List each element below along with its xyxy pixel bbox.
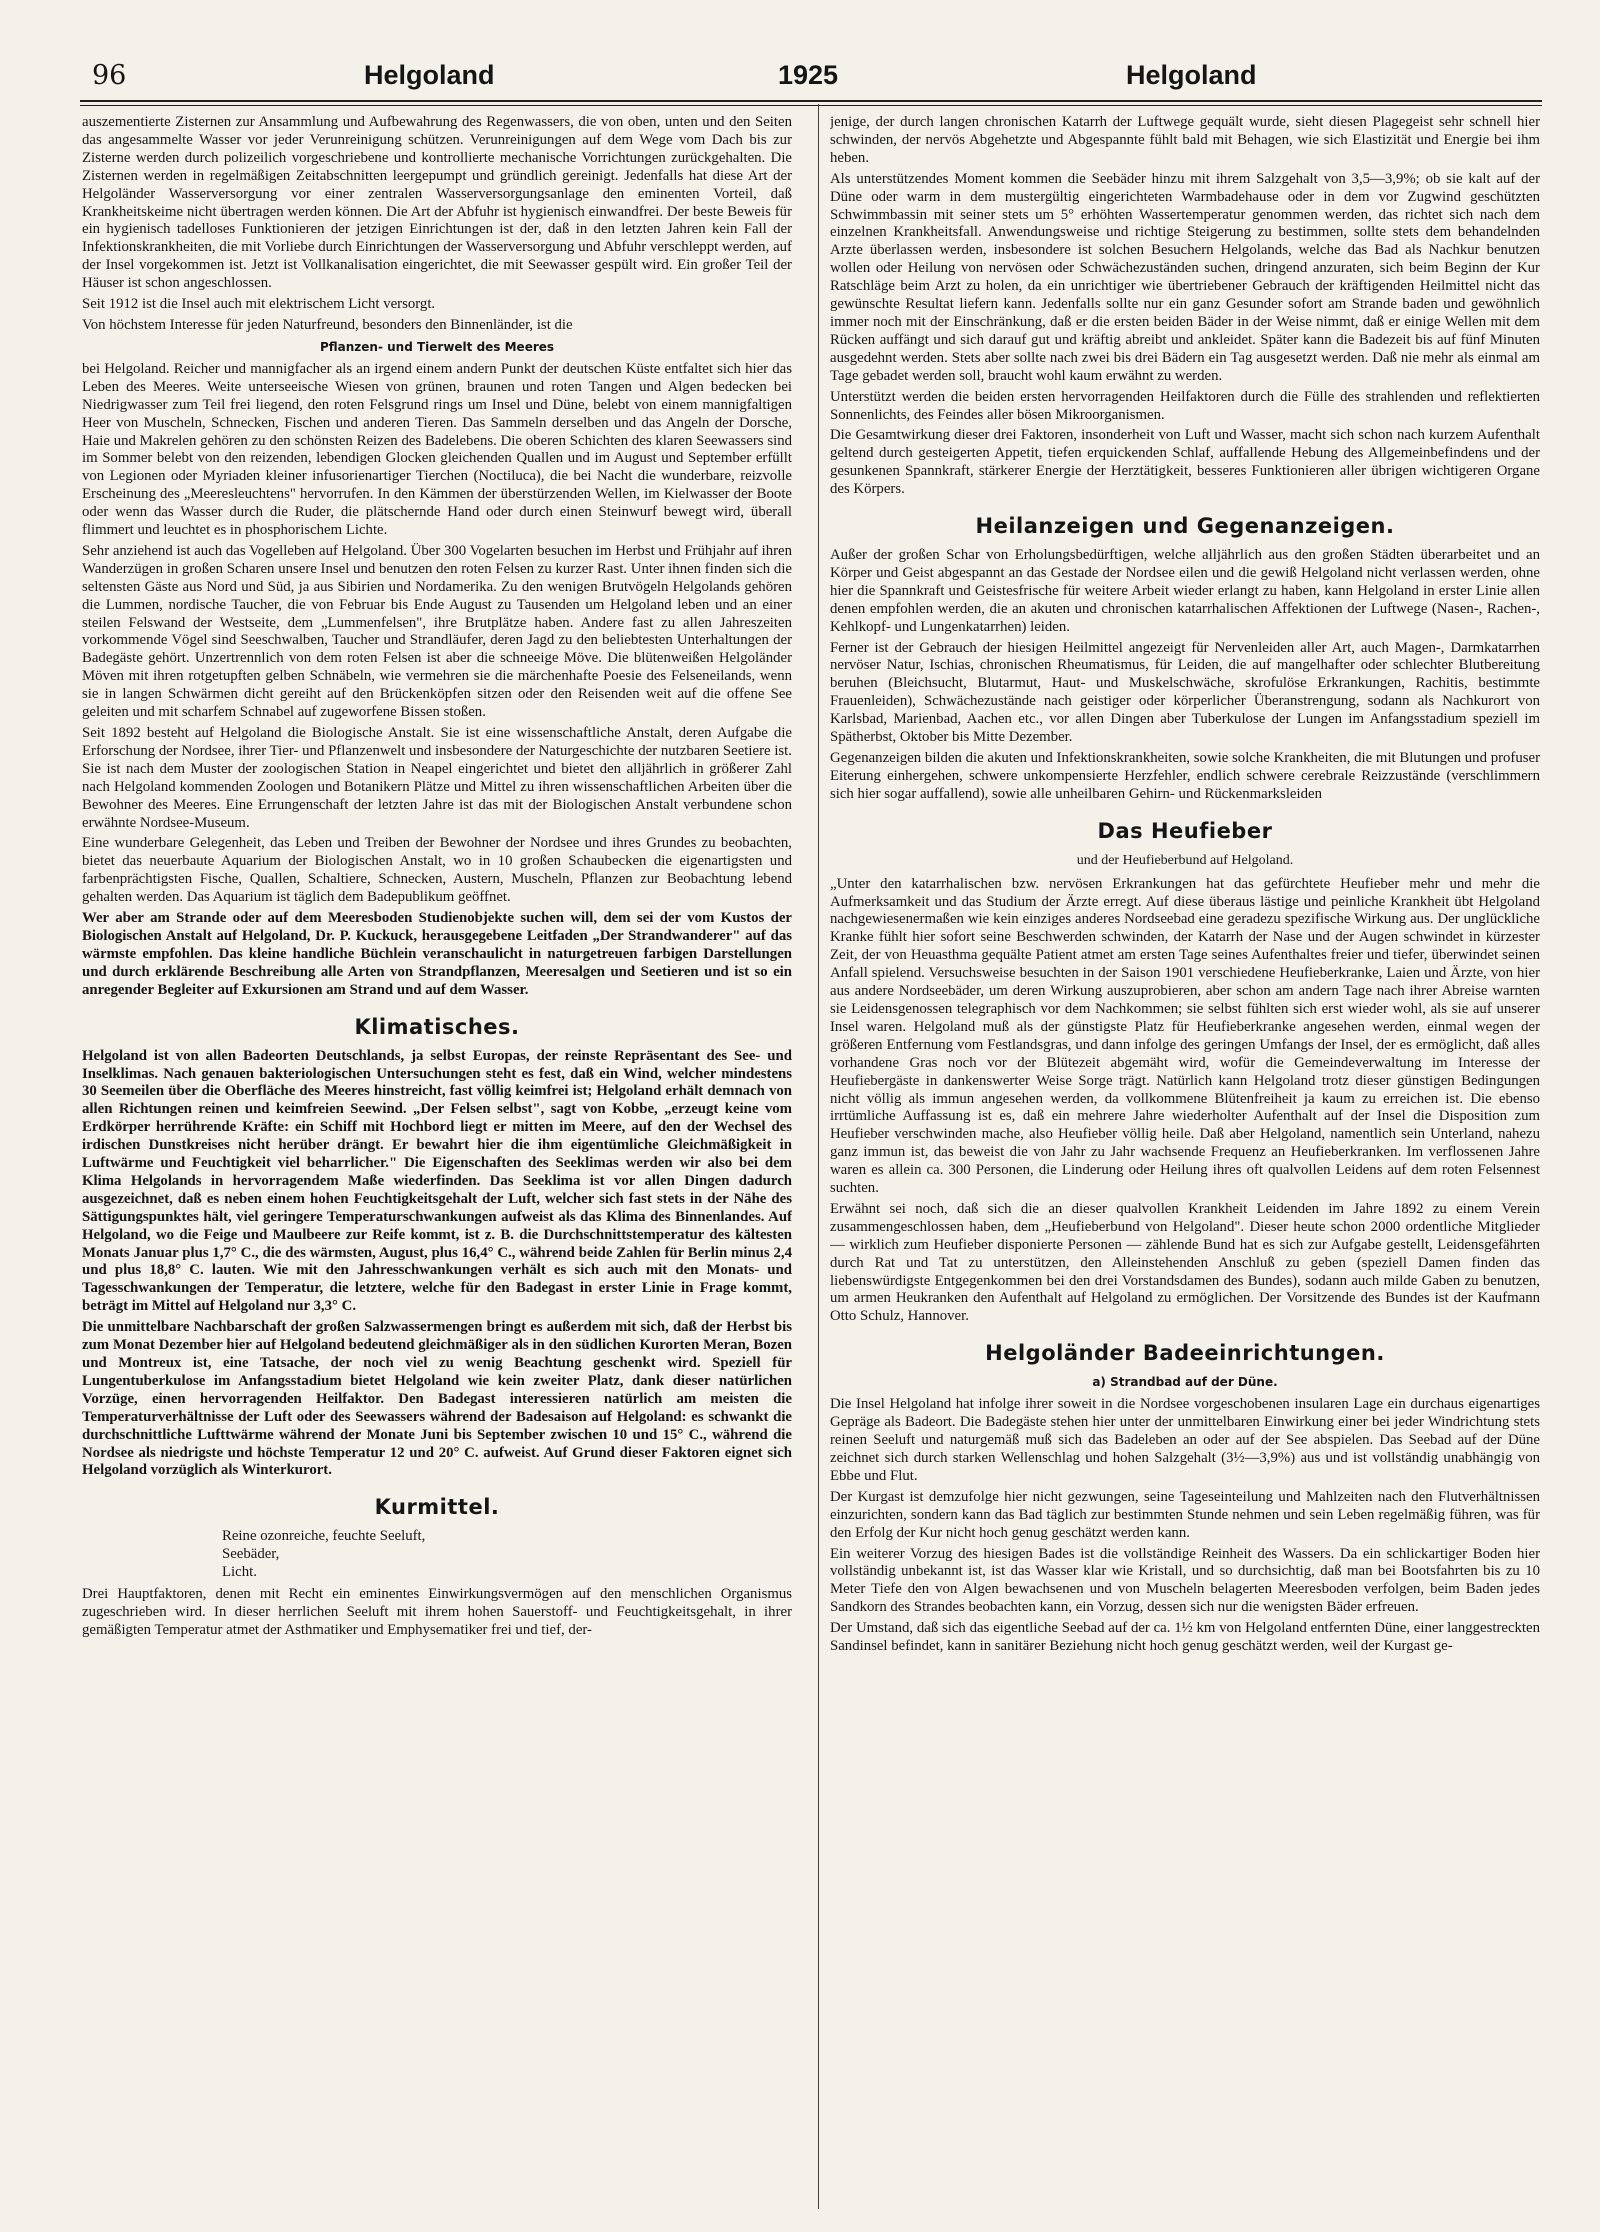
paragraph: Sehr anziehend ist auch das Vogelleben auf Helgoland. Über 300 Vogelarten besuchen im Herbst und Frühjahr auf ihren Wanderzügen in großen Scharen unsere Insel und benutzen den roten Felsen zu kurzer Rast. Unter ihnen finden sich die seltensten Gäste aus Nord und Süd, ja aus Sibirien und Nordamerika. Zu den wenigen Brutvögeln Helgolands gehören die Lummen, nordische Taucher, die von Februar bis Ende August zu Tausenden um Helgoland leben und an einer steilen Felswand der Westseite, dem „Lummenfelsen", ihre Brutplätze haben. Andere fast zu allen Jahreszeiten vorkommende Vögel sind Seeschwalben, Taucher und Strandläufer, deren Jagd zu den beliebtesten Unterhaltungen der Badegäste gehört. Unzertrennlich von dem roten Felsen ist aber die schneeige Möve. Die blütenweißen Helgoländer Möven mit ihren rotgetupften gelben Schnäbeln, wie vermehren sie die märchenhafte Poesie des Felseneilands, wenn sie in langen Schwärmen dicht gereiht auf den Brückenköpfen sitzen oder den Reisenden weit auf die offene See geleiten und mit scharfem Schnabel auf zugeworfene Bissen stoßen. <box>82 542 792 721</box>
header-rule <box>80 100 1542 102</box>
paragraph: Ein weiterer Vorzug des hiesigen Bades ist die vollständige Reinheit des Wassers. Da ein schlickartiger Boden hier vollständig unbekannt ist, ist das Wasser klar wie Kristall, und so durchsichtig, daß man bei Bootsfahrten bis zu 10 Meter Tiefe den von Algen bewachsenen und von Muscheln belagerten Meeresboden verfolgen, beim Baden jedes Sandkorn des Strandes beobachten kann, ein Vorzug, dessen sich nur die wenigsten Bäder erfreuen. <box>830 1545 1540 1616</box>
header-right-title: Helgoland <box>1126 60 1257 90</box>
kur-list-item: Reine ozonreiche, feuchte Seeluft, <box>222 1528 426 1545</box>
column-divider <box>818 104 819 2209</box>
paragraph: Seit 1892 besteht auf Helgoland die Biologische Anstalt. Sie ist eine wissenschaftliche Anstalt, deren Aufgabe die Erforschung der Nordsee, ihrer Tier- und Pflanzenwelt und insbesondere der Naturgeschichte der nutzbaren Seetiere ist. Sie ist nach dem Muster der zoologischen Station in Neapel eingerichtet und bietet den alljährlich in größerer Zahl nach Helgoland kommenden Zoologen und Botanikern Plätze und Mittel zu ihren wissenschaftlichen Arbeiten über die Bewohner des Meeres. Eine Errungenschaft der letzten Jahre ist das mit der Biologischen Anstalt verbundene schon erwähnte Nordsee-Museum. <box>82 725 792 831</box>
section-subheading-strandbad: a) Strandbad auf der Düne. <box>1092 1375 1278 1390</box>
paragraph: auszementierte Zisternen zur Ansammlung und Aufbewahrung des Regenwassers, die von oben, unten und den Seiten das angesammelte Wasser vor jeder Verunreinigung schützen. Verunreinigungen auf dem Wege vom Dach bis zur Zisterne werden durch polizeilich vorgeschriebene und kontrollierte mechanische Vorrichtungen zurückgehalten. Die Zisternen werden in regelmäßigen Zeitabschnitten leergepumpt und gründlich gereinigt. Jedenfalls hat diese Art der Helgoländer Wasserversorgung vor einer zentralen Wasserversorgungsanlage den eminenten Vorteil, daß Krankheitskeime nicht übertragen werden können. Die Art der Abfuhr ist hygienisch einwandfrei. Der beste Beweis für ein hygienisch tadelloses Funktionieren der jetzigen Einrichtungen ist der, daß in den letzten Jahren kein Fall der Infektionskrankheiten, die mit Vorliebe durch Einrichtungen der Wasserversorgung und Abfuhr verschleppt werden, auf der Insel vorgekommen ist. Jetzt ist Vollkanalisation eingerichtet, die mit Seewasser gespült wird. Ein großer Teil der Häuser ist schon angeschlossen. <box>82 114 792 292</box>
paragraph: Die unmittelbare Nachbarschaft der großen Salzwassermengen bringt es außerdem mit sich, daß der Herbst bis zum Monat Dezember hier auf Helgoland bedeutend gleichmäßiger als in den südlichen Kurorten Meran, Bozen und Montreux ist, eine Tatsache, der noch viel zu wenig Beachtung geschenkt wird. Speziell für Lungentuberkulose im Anfangsstadium bietet Helgoland wie kein zweiter Platz, dank dieser natürlichen Vorzüge, einen hervorragenden Heilfaktor. Den Badegast interessieren natürlich am meisten die Temperaturverhältnisse der Luft oder des Seewassers während der Badesaison auf Helgoland: es schwankt die durchschnittliche Lufttwärme während der Monate Juni bis September zwischen 10 und 15° C., während die Nordsee als niedrigste und höchste Temperatur 12 und 20° C. aufweist. Auf Grund dieser Faktoren eignet sich Helgoland vorzüglich als Winterkurort. <box>82 1319 792 1479</box>
kur-list-item: Licht. <box>222 1564 257 1581</box>
section-heading-kurmittel: Kurmittel. <box>374 1495 500 1520</box>
paragraph: „Unter den katarrhalischen bzw. nervösen Erkrankungen hat das gefürchtete Heufieber mehr und mehr die Aufmerksamkeit und das Studium der Ärzte erregt. Auf diese überaus lästige und peinliche Krankheit übt Helgoland nachgewiesenermaßen wie kein einziges anderes Nordseebad eine geradezu spezifische Wirkung aus. Der unglückliche Kranke fühlt hier sofort seine Beschwerden schwinden, der Katarrh der Nase und der Augen schwindet in kürzester Zeit, der von Heuasthma gequälte Patient atmet am ersten Tage seines Aufenthaltes freier und tiefer, überwindet seinen Anfall spielend. Versuchsweise besuchten in der Saison 1901 verschiedene Heufieberkranke, Laien und Ärzte, von hier aus andere Nordseebäder, um deren Wirkung auszuprobieren, aber schon am andern Tage nach ihrer Abreise warnten sie Leidensgenossen telegraphisch vor dem Nachkommen; sie selbst fühlten sich erst wieder wohl, als sie auf unserer Insel waren. Helgoland muß als der günstigste Platz für Heufieberkranke angesehen werden, einmal wegen der größeren Entfernung vom Festlandsgras, und dann infolge des geringen Umfangs der Insel, der es ermöglicht, daß alles vorhandene Gras noch vor der Blütezeit abgemäht wird, wofür die Gemeindeverwaltung im Interesse der Heufiebergäste in dankenswerter Weise Sorge trägt. Natürlich kann Helgoland trotz dieser günstigen Bedingungen nicht völlig als immun angesehen werden, da vollkommene Blütenfreiheit ja kaum zu erreichen ist. Die ebenso irrtümliche Auffassung ist es, daß ein mehrere Jahre wiederholter Aufenthalt auf der Insel die Disposition zum Heufieber verschwinden mache, also Heufieber völlig heile. Daß aber Helgoland, namentlich sein Unterland, nahezu ganz immun ist, das beweist die von Jahr zu Jahr wachsende Frequenz an Heufieberkranken. Im verflossenen Jahre waren es allein ca. 300 Personen, die Linderung oder Heilung ihres oft qualvollen Leidens auf dem roten Felsennest suchten. <box>830 875 1540 1197</box>
left-column <box>82 114 792 2209</box>
paragraph: Von höchstem Interesse für jeden Naturfreund, besonders den Binnenländer, ist die <box>82 316 573 333</box>
paragraph: Die Gesamtwirkung dieser drei Faktoren, insonderheit von Luft und Wasser, macht sich schon nach kurzem Aufenthalt geltend durch gesteigerten Appetit, tiefen erquickenden Schlaf, auffallende Hebung des Allgemeinbefindens und der gesunkenen Spannkraft, stärkerer Energie der Herztätigkeit, besseres Funktionieren aller übrigen wichtigeren Organe des Körpers. <box>830 427 1540 498</box>
section-subheading-heufieber: und der Heufieberbund auf Helgoland. <box>1076 852 1294 868</box>
section-heading-pflanzen: Pflanzen- und Tierwelt des Meeres <box>319 339 555 354</box>
paragraph: Der Kurgast ist demzufolge hier nicht gezwungen, seine Tageseinteilung und Mahlzeiten nach den Flutverhältnissen einzurichten, sondern kann das Bad täglich zur bestimmten Stunde nehmen und sein Leben regelmäßig führen, was für den Erfolg der Kur nicht hoch genug geschätzt werden kann. <box>830 1488 1540 1541</box>
paragraph: Außer der großen Schar von Erholungsbedürftigen, welche alljährlich aus den großen Städten überarbeitet und an Körper und Geist abgespannt an das Gestade der Nordsee eilen und die gewiß Helgoland nicht verlassen werden, ohne hier die Spannkraft und Geistesfrische für weitere Arbeit wieder erlangt zu haben, kann Helgoland in erster Linie allen denen empfohlen werden, die an akuten und chronischen katarrhalischen Affektionen der Luftwege (Nasen-, Rachen-, Kehlkopf- und Lungenkatarrhen) leiden. <box>830 547 1540 635</box>
paragraph: Unterstützt werden die beiden ersten hervorragenden Heilfaktoren durch die Fülle des strahlenden und reflektierten Sonnenlichts, des Feindes aller bösen Mikroorganismen. <box>830 388 1540 423</box>
kur-list-item: Seebäder, <box>222 1546 280 1563</box>
paragraph: jenige, der durch langen chronischen Katarrh der Luftwege gequält wurde, sieht diesen Plagegeist sehr schnell hier schwinden, der nervös Abgehetzte und Abgespannte fühlt bald mit Behagen, wie sich Elastizität und Energie bei ihm heben. <box>830 114 1540 166</box>
paragraph: Drei Hauptfaktoren, denen mit Recht ein eminentes Einwirkungsvermögen auf den menschlichen Organismus zugeschrieben wird. In dieser herrlichen Seeluft mit ihrem hohen Sauerstoff- und Feuchtigkeitsgehalt, in ihrer gemäßigten Temperatur atmet der Asthmatiker und Emphysematiker frei und tief, der- <box>82 1586 792 1638</box>
section-heading-heilanzeigen: Heilanzeigen und Gegenanzeigen. <box>975 514 1395 539</box>
section-heading-klima: Klimatisches. <box>354 1014 520 1039</box>
paragraph: Seit 1912 ist die Insel auch mit elektrischem Licht versorgt. <box>82 296 436 313</box>
header-left-title: Helgoland <box>364 60 495 90</box>
paragraph: Der Umstand, daß sich das eigentliche Seebad auf der ca. 1½ km von Helgoland entfernten Düne, einer langgestreckten Sandinsel befindet, kann in sanitärer Beziehung nicht hoch genug geschätzt werden, weil der Kurgast ge- <box>830 1620 1540 1655</box>
paragraph: bei Helgoland. Reicher und mannigfacher als an irgend einem andern Punkt der deutschen Küste entfaltet sich hier das Leben des Meeres. Weite unterseeische Wiesen von grünen, braunen und roten Tangen und Algen bedecken bei Niedrigwasser zum Teil frei liegend, den roten Felsgrund rings um Insel und Düne, belebt von einem mannigfaltigen Heer von Muscheln, Schnecken, Fischen und anderen Tieren. Das Sammeln derselben und das Angeln der Dorsche, Haie und Makrelen gehören zu den schönsten Reizen des Badelebens. Die oberen Schichten des klaren Seewassers sind im Sommer belebt von den reizenden, lebendigen Glocken gleichenden Quallen und im August und September erfüllt von Legionen oder Myriaden kleiner infusorienartiger Tierchen (Noctiluca), die bei Nacht die wunderbare, reizvolle Erscheinung des „Meeresleuchtens" hervorrufen. In den Kämmen der überstürzenden Wellen, im Kielwasser der Boote oder wenn das Wasser durch die Ruder, die plätschernde Hand oder durch einen Steinwurf bewegt wird, überall flimmert und leuchtet es in phosphorischem Lichte. <box>82 360 792 539</box>
paragraph: Wer aber am Strande oder auf dem Meeresboden Studienobjekte suchen will, dem sei der vom Kustos der Biologischen Anstalt auf Helgoland, Dr. P. Kuckuck, herausgegebene Leitfaden „Der Strandwanderer" auf das wärmste empfohlen. Das kleine handliche Büchlein veranschaulicht in naturgetreuen farbigen Darstellungen und durch erklärende Beschreibung alle Arten von Strandpflanzen, Meeresalgen und Seetieren und ist so ein anregender Begleiter auf Exkursionen am Strand und auf dem Wasser. <box>82 910 792 998</box>
paragraph: Ferner ist der Gebrauch der hiesigen Heilmittel angezeigt für Nervenleiden aller Art, auch Magen-, Darmkatarrhen nervöser Natur, Ischias, chronischen Rheumatismus, für Leiden, die auf mangelhafter oder schlechter Blutbereitung beruhen (Bleichsucht, Blutarmut, Haut- und Muskelschwäche, skrofulöse Erkrankungen, Rachitis, bestimmte Frauenleiden), Schwächezustände nach geistiger oder körperlicher Überanstrengung, sodann als Nachkurort von Karlsbad, Marienbad, Aachen etc., vor allen Dingen aber Tuberkulose der Lungen im Anfangsstadium speziell im Spätherbst, Oktober bis Mitte Dezember. <box>830 639 1540 746</box>
header-rule-thin <box>80 105 1542 106</box>
paragraph: Eine wunderbare Gelegenheit, das Leben und Treiben der Bewohner der Nordsee und ihres Grundes zu beobachten, bietet das neuerbaute Aquarium der Biologischen Anstalt, wo in 10 großen Schaubecken die eigenartigsten und farbenprächtigsten Fische, Quallen, Schaltiere, Schnecken, Austern, Muscheln, Pflanzen zur Beobachtung lebend gehalten werden. Das Aquarium ist täglich dem Badepublikum geöffnet. <box>82 835 792 906</box>
section-heading-badeeinrichtungen: Helgoländer Badeeinrichtungen. <box>985 1341 1385 1366</box>
paragraph: Helgoland ist von allen Badeorten Deutschlands, ja selbst Europas, der reinste Repräsentant des See- und Inselklimas. Nach genauen bakteriologischen Untersuchungen steht es fest, daß ein Wind, welcher mindestens 30 Seemeilen über die Oberfläche des Meeres hinstreicht, fast völlig keimfrei ist; Helgoland erhält demnach von allen Richtungen reinen und keimfreien Seewind. „Der Felsen selbst", sagt von Kobbe, „erzeugt keine vom Erdkörper herrührende Kräfte: ein Schiff mit Hochbord liegt er mitten im Meere, auf den der Wechsel des irdischen Dunstkreises nicht herüber drängt. Er bewahrt hier die ihm eigentümliche Gleichmäßigkeit in Luftwärme und Feuchtigkeit viel beharrlicher." Die Eigenschaften des Seeklimas werden wir also bei dem Klima Helgolands in hervorragendem Maße wiederfinden. Das Seeklima ist vor allen Dingen dadurch ausgezeichnet, daß es neben einem hohen Feuchtigkeitsgehalt der Luft, welcher sich fast stets in der Nähe des Sättigungspunktes hält, viel geringere Temperaturschwankungen aufweist als das Klima des Binnenlandes. Auf Helgoland, wo die Feige und Maulbeere zur Reife kommt, ist z. B. die Durchschnittstemperatur des kältesten Monats Januar plus 1,7° C., die des wärmsten, August, plus 16,4° C., während beide Zahlen für Berlin minus 2,4 und plus 18,8° C. lauten. Wie mit den Jahresschwankungen verhält es sich auch mit den Monats- und Tagesschwankungen der Temperatur, die letztere, welche für den Badegast in erster Linie in Frage kommt, beträgt im Mittel auf Helgoland nur 3,3° C. <box>82 1047 792 1315</box>
section-heading-heufieber: Das Heufieber <box>1097 818 1273 843</box>
paragraph: Als unterstützendes Moment kommen die Seebäder hinzu mit ihrem Salzgehalt von 3,5—3,9%; ob sie kalt auf der Düne oder warm in dem mustergültig eingerichteten Warmbadehause oder in dem vor Zugwind geschützten Schwimmbassin mit seiner stets um 5° erhöhten Wassertemperatur genommen werden, das richtet sich nach dem einzelnen Krankheitsfall. Anwendungsweise und richtige Steigerung zu bestimmen, sollte stets dem behandelnden Arzte überlassen werden, insbesondere ist solchen Besuchern Helgolands, welche das Bad als Nachkur benutzen wollen oder Heilung von nervösen oder Schwächezuständen suchen, dringend anzuraten, sich beim Beginn der Kur Ratschläge beim Arzt zu holen, da ein unrichtiger wie übertriebener Gebrauch der kräftigenden Heilmittel nicht das gewünschte Resultat liefern kann. Jedenfalls sollte nur ein ganz Gesunder sofort am Strande baden und gewöhnlich immer noch mit der Einschränkung, daß er die ersten beiden Bäder in der Weise nimmt, daß er einige Wellen mit dem Rücken auffängt und sich darauf gut und kräftig abreibt und ankleidet. Später kann die Badezeit bis auf fünf Minuten ausgedehnt werden. Stets aber sollte nach zwei bis drei Bädern ein Tag ausgesetzt werden. Daß nie mehr als einmal am Tage gebadet werden soll, braucht wohl kaum erwähnt zu werden. <box>830 170 1540 384</box>
right-column <box>830 114 1540 2209</box>
paragraph: Die Insel Helgoland hat infolge ihrer soweit in die Nordsee vorgeschobenen insularen Lage ein durchaus eigenartiges Gepräge als Badeort. Die Badegäste stehen hier unter der unmittelbaren Einwirkung einer bei jeder Windrichtung stets reinen Seeluft und naturgemäß muß sich das Badeleben an oder auf der See abspielen. Das Seebad auf der Düne zeichnet sich durch starken Wellenschlag und hohen Salzgehalt (3½—3,9%) aus und ist vollständig unabhängig von Ebbe und Flut. <box>830 1396 1540 1484</box>
paragraph: Erwähnt sei noch, daß sich die an dieser qualvollen Krankheit Leidenden im Jahre 1892 zu einem Verein zusammengeschlossen haben, dem „Heufieberbund von Helgoland". Dieser heute schon 2000 ordentliche Mitglieder — wirklich zum Heufieber disponierte Personen — zählende Bund hat es sich zur Aufgabe gestellt, Leidensgefährten durch Rat und Tat zu unterstützen, den Alleinstehenden Anschluß zu geben (speziell Damen finden das liebenswürdigste Entgegenkommen bei den drei Vorstandsdamen des Bundes), sodann auch milde Gaben zu benutzen, um armen Heukranken den Aufenthalt auf Helgoland zu ermöglichen. Der Vorsitzende des Bundes ist der Kaufmann Otto Schulz, Hannover. <box>830 1200 1540 1325</box>
page-number: 96 <box>92 60 127 91</box>
paragraph: Gegenanzeigen bilden die akuten und Infektionskrankheiten, sowie solche Krankheiten, die mit Blutungen und profuser Eiterung einhergehen, schwere unkompensierte Herzfehler, endlich schwere cerebrale Reizzustände (verschlimmern sich hier sogar auffallend), sowie alle unheilbaren Gehirn- und Rückenmarksleiden <box>830 750 1540 802</box>
header-year: 1925 <box>778 60 839 90</box>
